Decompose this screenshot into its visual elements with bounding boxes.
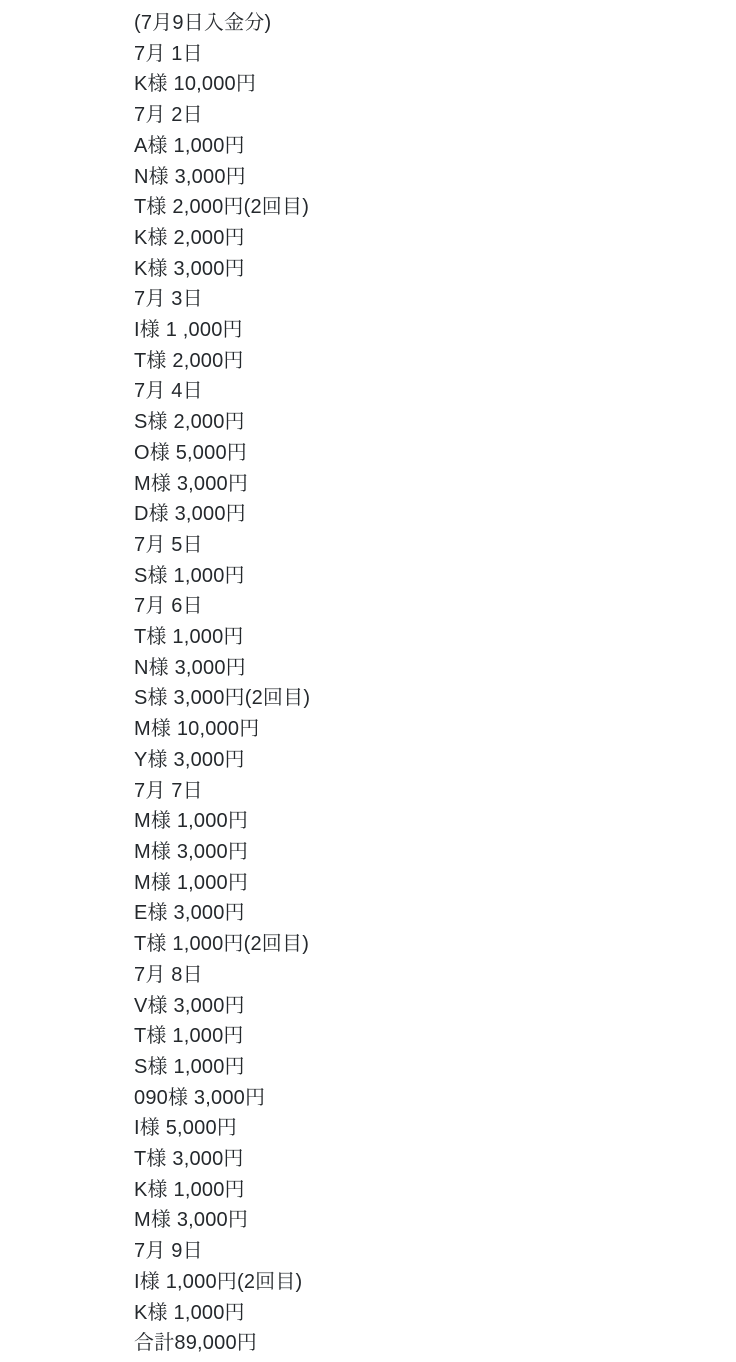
list-item: M様 3,000円	[134, 1209, 249, 1232]
list-item: E様 3,000円	[134, 902, 245, 925]
list-item: N様 3,000円	[134, 165, 246, 188]
list-item: T様 1,000円(2回目)	[134, 933, 310, 956]
list-item: 7月 5日	[134, 533, 203, 556]
list-item: N様 3,000円	[134, 656, 246, 679]
list-item: S様 2,000円	[134, 411, 245, 434]
donation-list	[0, 8, 736, 1359]
list-item: M様 1,000円	[134, 871, 249, 894]
list-item: (7月9日入金分)	[134, 12, 272, 34]
list-item: K様 10,000円	[134, 73, 257, 96]
list-item: S様 3,000円(2回目)	[134, 687, 311, 710]
list-item: T様 2,000円	[134, 349, 244, 372]
list-item: K様 2,000円	[134, 226, 245, 249]
list-item: I様 1 ,000円	[134, 319, 243, 342]
total-line: 合計89,000円	[134, 1332, 257, 1355]
list-item: 7月 2日	[134, 104, 203, 127]
list-item: T様 3,000円	[134, 1148, 244, 1171]
list-item: M様 1,000円	[134, 810, 249, 833]
list-item: 7月 6日	[134, 595, 203, 618]
list-item: K様 1,000円	[134, 1301, 245, 1324]
list-item: K様 3,000円	[134, 257, 245, 280]
list-item: T様 1,000円	[134, 1025, 244, 1048]
list-item: S様 1,000円	[134, 564, 245, 587]
list-item: M様 3,000円	[134, 472, 249, 495]
list-item: 7月 1日	[134, 42, 203, 65]
list-item: K様 1,000円	[134, 1178, 245, 1201]
list-item: I様 5,000円	[134, 1117, 237, 1140]
list-item: 7月 9日	[134, 1240, 203, 1263]
list-item: 7月 8日	[134, 963, 203, 986]
list-item: 7月 4日	[134, 380, 203, 403]
list-item: 7月 7日	[134, 779, 203, 802]
list-item: O様 5,000円	[134, 441, 247, 464]
list-item: Y様 3,000円	[134, 748, 245, 771]
list-item: V様 3,000円	[134, 994, 245, 1017]
list-item: T様 1,000円	[134, 626, 244, 649]
list-item: 090様 3,000円	[134, 1086, 266, 1109]
list-item: S様 1,000円	[134, 1055, 245, 1078]
list-item: I様 1,000円(2回目)	[134, 1270, 303, 1293]
list-item: M様 10,000円	[134, 718, 260, 741]
list-item: M様 3,000円	[134, 840, 249, 863]
list-item: A様 1,000円	[134, 134, 245, 157]
list-item: T様 2,000円(2回目)	[134, 196, 310, 219]
list-item: 7月 3日	[134, 288, 203, 311]
list-item: D様 3,000円	[134, 503, 246, 526]
